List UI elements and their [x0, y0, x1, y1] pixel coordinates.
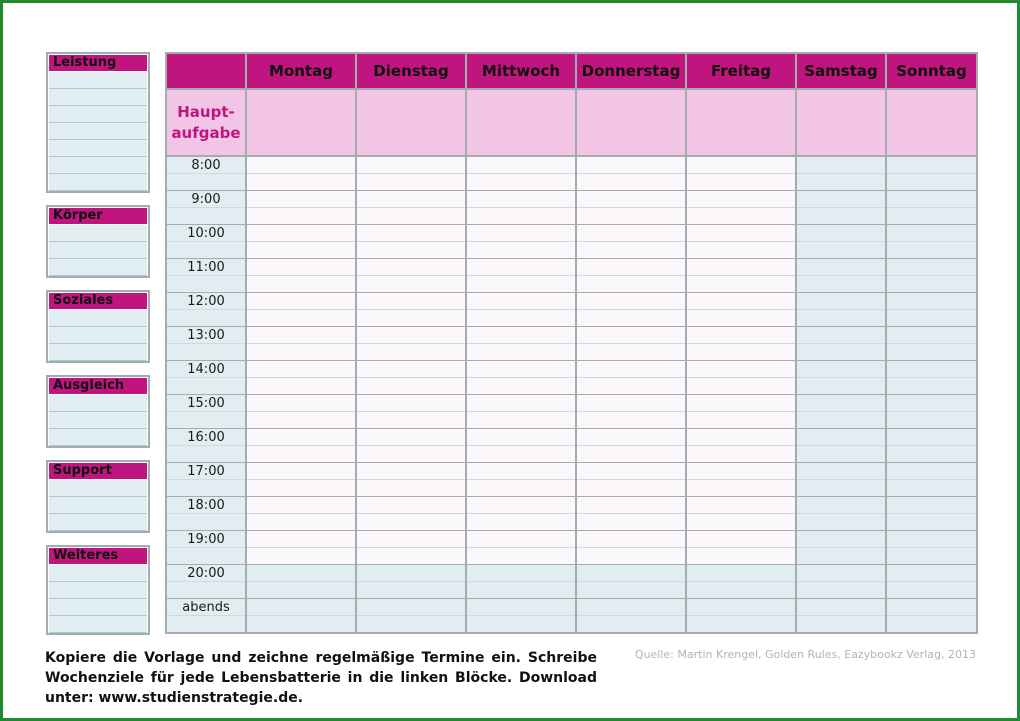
time-label: 9:00 — [191, 192, 221, 207]
block-write-line[interactable] — [49, 599, 147, 616]
block-soziales — [46, 290, 150, 363]
block-write-line[interactable] — [49, 157, 147, 174]
hauptaufgabe-cell[interactable] — [467, 90, 575, 155]
day-header-montag: Montag — [247, 54, 355, 88]
time-label: 8:00 — [191, 158, 221, 173]
half-hour-line — [167, 207, 976, 208]
hour-line — [167, 394, 976, 395]
hour-line — [167, 360, 976, 361]
column-divider — [245, 54, 247, 632]
block-support — [46, 460, 150, 533]
hauptaufgabe-cell[interactable] — [797, 90, 885, 155]
block-write-line[interactable] — [49, 565, 147, 582]
block-write-line[interactable] — [49, 514, 147, 531]
half-hour-line — [167, 343, 976, 344]
source-credit: Quelle: Martin Krengel, Golden Rules, Eazybookz Verlag, 2013 — [634, 648, 976, 661]
day-header-samstag: Samstag — [797, 54, 885, 88]
block-write-line[interactable] — [49, 106, 147, 123]
time-label: 18:00 — [187, 498, 225, 513]
week-grid — [165, 52, 978, 634]
column-divider — [685, 54, 687, 632]
time-label: 12:00 — [187, 294, 225, 309]
hour-line — [167, 598, 976, 599]
hour-line — [167, 190, 976, 191]
block-write-line[interactable] — [49, 616, 147, 633]
hour-line — [167, 292, 976, 293]
half-hour-line — [167, 309, 976, 310]
hauptaufgabe-cell[interactable] — [577, 90, 685, 155]
block-write-line[interactable] — [49, 140, 147, 157]
column-divider — [355, 54, 357, 632]
column-divider — [795, 54, 797, 632]
column-divider — [465, 54, 467, 632]
day-header-dienstag: Dienstag — [357, 54, 465, 88]
header-corner — [167, 54, 245, 88]
block-write-line[interactable] — [49, 344, 147, 361]
half-hour-line — [167, 479, 976, 480]
block-leistung — [46, 52, 150, 193]
block-weiteres — [46, 545, 150, 635]
block-write-line[interactable] — [49, 395, 147, 412]
day-header-freitag: Freitag — [687, 54, 795, 88]
half-hour-line — [167, 275, 976, 276]
block-write-line[interactable] — [49, 480, 147, 497]
half-hour-line — [167, 241, 976, 242]
time-label: 17:00 — [187, 464, 225, 479]
block-write-line[interactable] — [49, 310, 147, 327]
half-hour-line — [167, 581, 976, 582]
half-hour-line — [167, 377, 976, 378]
hauptaufgabe-cell[interactable] — [687, 90, 795, 155]
hauptaufgabe-cell[interactable] — [887, 90, 976, 155]
hour-line — [167, 564, 976, 565]
block-title: Leistung — [49, 55, 147, 71]
time-label: 11:00 — [187, 260, 225, 275]
block-write-line[interactable] — [49, 72, 147, 89]
block-write-line[interactable] — [49, 582, 147, 599]
half-hour-line — [167, 445, 976, 446]
instructions-text: Kopiere die Vorlage und zeichne regelmäßige Termine ein. Schreibe Wochenziele für jede Lebensbatterie in die linken Blöcke. Download unter: www.studienstrategie.de. — [45, 650, 597, 706]
block-title: Soziales — [49, 293, 147, 309]
hour-line — [167, 428, 976, 429]
time-label: 10:00 — [187, 226, 225, 241]
block-title: Weiteres — [49, 548, 147, 564]
block-write-line[interactable] — [49, 327, 147, 344]
block-write-line[interactable] — [49, 174, 147, 191]
hour-line — [167, 258, 976, 259]
block-write-line[interactable] — [49, 242, 147, 259]
half-hour-line — [167, 513, 976, 514]
time-label: 14:00 — [187, 362, 225, 377]
half-hour-line — [167, 615, 976, 616]
block-write-line[interactable] — [49, 429, 147, 446]
block-write-line[interactable] — [49, 123, 147, 140]
block-write-line[interactable] — [49, 497, 147, 514]
hour-line — [167, 326, 976, 327]
time-label: 13:00 — [187, 328, 225, 343]
hour-line — [167, 156, 976, 157]
hour-line — [167, 462, 976, 463]
half-hour-line — [167, 411, 976, 412]
block-ausgleich — [46, 375, 150, 448]
time-label: 16:00 — [187, 430, 225, 445]
day-header-sonntag: Sonntag — [887, 54, 976, 88]
block-koerper — [46, 205, 150, 278]
block-title: Support — [49, 463, 147, 479]
half-hour-line — [167, 547, 976, 548]
time-label: 20:00 — [187, 566, 225, 581]
block-write-line[interactable] — [49, 412, 147, 429]
column-divider — [885, 54, 887, 632]
block-write-line[interactable] — [49, 225, 147, 242]
half-hour-line — [167, 173, 976, 174]
block-title: Ausgleich — [49, 378, 147, 394]
hauptaufgabe-cell[interactable] — [247, 90, 355, 155]
time-label: 19:00 — [187, 532, 225, 547]
time-label: abends — [182, 600, 230, 615]
column-divider — [575, 54, 577, 632]
block-write-line[interactable] — [49, 89, 147, 106]
day-header-donnerstag: Donnerstag — [577, 54, 685, 88]
day-header-mittwoch: Mittwoch — [467, 54, 575, 88]
hour-line — [167, 224, 976, 225]
hauptaufgabe-cell[interactable] — [357, 90, 465, 155]
time-label: 15:00 — [187, 396, 225, 411]
block-write-line[interactable] — [49, 259, 147, 276]
hour-line — [167, 496, 976, 497]
block-title: Körper — [49, 208, 147, 224]
hauptaufgabe-label: Haupt- aufgabe — [167, 90, 245, 155]
hour-line — [167, 530, 976, 531]
